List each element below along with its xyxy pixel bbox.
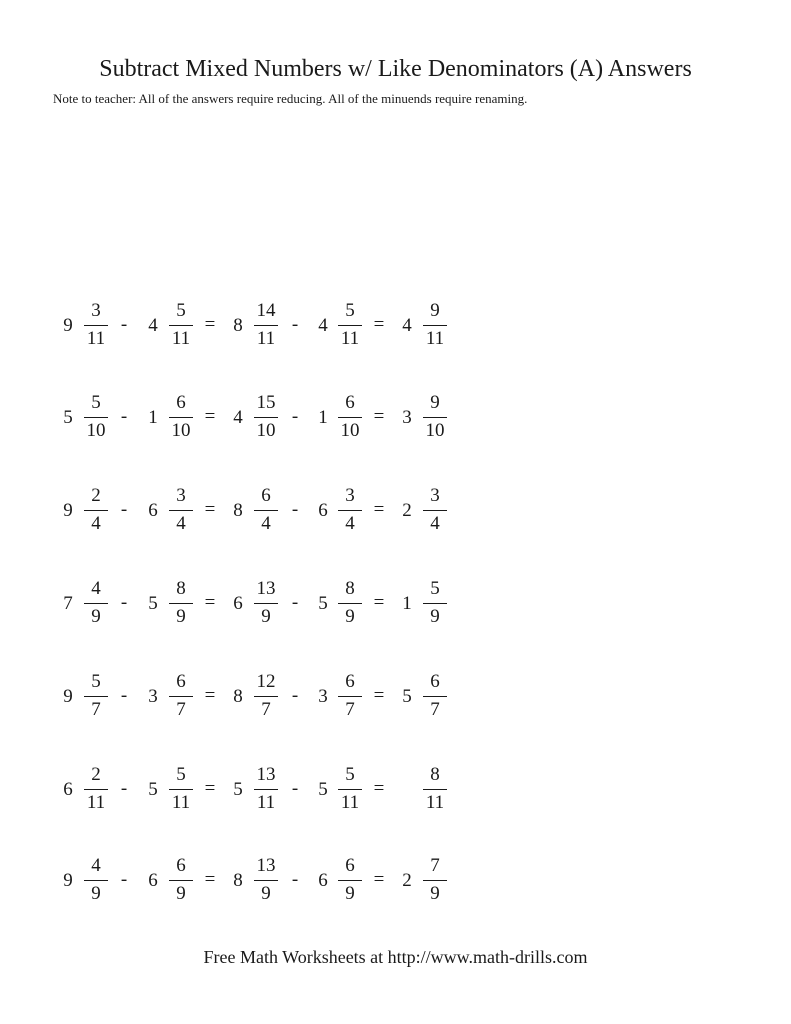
minus-sign: - [291, 685, 299, 706]
subtrahend2-whole-number: 5 [318, 593, 328, 614]
problem-row [0, 671, 791, 721]
minuend-denominator: 11 [86, 328, 106, 349]
subtrahend2-numerator: 8 [345, 578, 355, 599]
renamed-whole-number: 6 [233, 593, 243, 614]
subtrahend2-numerator: 5 [345, 764, 355, 785]
subtrahend2-denominator: 10 [340, 420, 360, 441]
equals-sign: = [373, 869, 385, 890]
minus-sign: - [120, 314, 128, 335]
subtrahend-denominator: 9 [176, 883, 186, 904]
subtrahend2-denominator: 11 [340, 792, 360, 813]
answer-whole-number: 4 [402, 315, 412, 336]
renamed-denominator: 11 [256, 328, 276, 349]
subtrahend-denominator: 11 [171, 328, 191, 349]
subtrahend-numerator: 6 [176, 392, 186, 413]
minus-sign: - [291, 592, 299, 613]
subtrahend-numerator: 8 [176, 578, 186, 599]
equals-sign: = [373, 685, 385, 706]
answer-fraction-bar [423, 603, 447, 604]
subtrahend2-whole-number: 6 [318, 870, 328, 891]
renamed-whole-number: 8 [233, 870, 243, 891]
renamed-whole-number: 5 [233, 779, 243, 800]
minuend-whole-number: 9 [63, 870, 73, 891]
minuend-whole-number: 7 [63, 593, 73, 614]
minuend-denominator: 9 [91, 883, 101, 904]
answer-fraction-bar [423, 789, 447, 790]
minuend-whole-number: 6 [63, 779, 73, 800]
minus-sign: - [291, 869, 299, 890]
subtrahend2-denominator: 11 [340, 328, 360, 349]
subtrahend-numerator: 6 [176, 671, 186, 692]
equals-sign: = [204, 869, 216, 890]
minuend-whole-number: 9 [63, 500, 73, 521]
subtrahend2-numerator: 6 [345, 671, 355, 692]
renamed-denominator: 7 [261, 699, 271, 720]
renamed-whole-number: 8 [233, 315, 243, 336]
minuend-whole-number: 9 [63, 315, 73, 336]
renamed-numerator: 13 [256, 855, 276, 876]
problem-row [0, 855, 791, 905]
subtrahend-whole-number: 5 [148, 779, 158, 800]
subtrahend-numerator: 5 [176, 764, 186, 785]
subtrahend2-denominator: 7 [345, 699, 355, 720]
renamed-numerator: 15 [256, 392, 276, 413]
answer-numerator: 7 [430, 855, 440, 876]
answer-fraction-bar [423, 880, 447, 881]
subtrahend-whole-number: 5 [148, 593, 158, 614]
minuend-numerator: 4 [91, 578, 101, 599]
subtrahend-whole-number: 1 [148, 407, 158, 428]
answer-whole-number: 2 [402, 870, 412, 891]
answer-fraction-bar [423, 417, 447, 418]
minus-sign: - [291, 406, 299, 427]
equals-sign: = [373, 314, 385, 335]
answer-numerator: 9 [430, 392, 440, 413]
answer-denominator: 10 [425, 420, 445, 441]
subtrahend2-denominator: 9 [345, 883, 355, 904]
subtrahend2-numerator: 6 [345, 392, 355, 413]
subtrahend-denominator: 9 [176, 606, 186, 627]
subtrahend2-numerator: 5 [345, 300, 355, 321]
subtrahend-numerator: 6 [176, 855, 186, 876]
renamed-numerator: 6 [261, 485, 271, 506]
equals-sign: = [373, 778, 385, 799]
worksheet-title: Subtract Mixed Numbers w/ Like Denominators (A) Answers [99, 56, 692, 82]
equals-sign: = [204, 685, 216, 706]
answer-numerator: 8 [430, 764, 440, 785]
problem-row [0, 764, 791, 814]
answer-whole-number: 2 [402, 500, 412, 521]
minus-sign: - [120, 499, 128, 520]
subtrahend-denominator: 10 [171, 420, 191, 441]
renamed-whole-number: 4 [233, 407, 243, 428]
minus-sign: - [291, 314, 299, 335]
minuend-denominator: 11 [86, 792, 106, 813]
renamed-whole-number: 8 [233, 686, 243, 707]
minus-sign: - [120, 685, 128, 706]
renamed-numerator: 12 [256, 671, 276, 692]
minus-sign: - [120, 778, 128, 799]
equals-sign: = [204, 592, 216, 613]
answer-denominator: 4 [430, 513, 440, 534]
answer-denominator: 9 [430, 883, 440, 904]
answer-denominator: 9 [430, 606, 440, 627]
subtrahend-whole-number: 3 [148, 686, 158, 707]
renamed-denominator: 10 [256, 420, 276, 441]
minus-sign: - [291, 778, 299, 799]
subtrahend-whole-number: 6 [148, 870, 158, 891]
minuend-denominator: 10 [86, 420, 106, 441]
minus-sign: - [120, 406, 128, 427]
equals-sign: = [204, 499, 216, 520]
subtrahend-whole-number: 4 [148, 315, 158, 336]
subtrahend2-whole-number: 1 [318, 407, 328, 428]
subtrahend2-numerator: 6 [345, 855, 355, 876]
minuend-numerator: 5 [91, 392, 101, 413]
renamed-denominator: 4 [261, 513, 271, 534]
answer-numerator: 3 [430, 485, 440, 506]
subtrahend-numerator: 5 [176, 300, 186, 321]
problem-row [0, 300, 791, 350]
minuend-numerator: 4 [91, 855, 101, 876]
problem-row [0, 392, 791, 442]
renamed-numerator: 13 [256, 764, 276, 785]
answer-denominator: 11 [425, 328, 445, 349]
renamed-whole-number: 8 [233, 500, 243, 521]
minuend-numerator: 2 [91, 764, 101, 785]
equals-sign: = [204, 778, 216, 799]
teacher-note: Note to teacher: All of the answers require reducing. All of the minuends require renaming. [53, 91, 528, 106]
subtrahend2-whole-number: 6 [318, 500, 328, 521]
answer-fraction-bar [423, 510, 447, 511]
minuend-numerator: 3 [91, 300, 101, 321]
minuend-denominator: 4 [91, 513, 101, 534]
footer-credit: Free Math Worksheets at http://www.math-drills.com [203, 947, 588, 967]
equals-sign: = [373, 499, 385, 520]
minus-sign: - [120, 592, 128, 613]
minus-sign: - [120, 869, 128, 890]
answer-fraction-bar [423, 696, 447, 697]
equals-sign: = [204, 406, 216, 427]
minuend-numerator: 2 [91, 485, 101, 506]
minuend-denominator: 9 [91, 606, 101, 627]
subtrahend2-numerator: 3 [345, 485, 355, 506]
subtrahend2-whole-number: 5 [318, 779, 328, 800]
minuend-whole-number: 5 [63, 407, 73, 428]
answer-fraction-bar [423, 325, 447, 326]
minuend-numerator: 5 [91, 671, 101, 692]
answer-whole-number: 1 [402, 593, 412, 614]
subtrahend2-denominator: 9 [345, 606, 355, 627]
answer-whole-number: 3 [402, 407, 412, 428]
renamed-denominator: 9 [261, 883, 271, 904]
renamed-denominator: 11 [256, 792, 276, 813]
answer-denominator: 11 [425, 792, 445, 813]
minuend-denominator: 7 [91, 699, 101, 720]
subtrahend-denominator: 4 [176, 513, 186, 534]
answer-numerator: 5 [430, 578, 440, 599]
answer-denominator: 7 [430, 699, 440, 720]
problem-row [0, 578, 791, 628]
equals-sign: = [373, 406, 385, 427]
answer-numerator: 9 [430, 300, 440, 321]
equals-sign: = [373, 592, 385, 613]
subtrahend2-whole-number: 3 [318, 686, 328, 707]
subtrahend2-denominator: 4 [345, 513, 355, 534]
answer-whole-number: 5 [402, 686, 412, 707]
subtrahend-denominator: 11 [171, 792, 191, 813]
minus-sign: - [291, 499, 299, 520]
subtrahend-denominator: 7 [176, 699, 186, 720]
subtrahend-numerator: 3 [176, 485, 186, 506]
equals-sign: = [204, 314, 216, 335]
subtrahend2-whole-number: 4 [318, 315, 328, 336]
renamed-numerator: 14 [256, 300, 276, 321]
renamed-denominator: 9 [261, 606, 271, 627]
subtrahend-whole-number: 6 [148, 500, 158, 521]
minuend-whole-number: 9 [63, 686, 73, 707]
answer-numerator: 6 [430, 671, 440, 692]
problem-row [0, 485, 791, 535]
renamed-numerator: 13 [256, 578, 276, 599]
